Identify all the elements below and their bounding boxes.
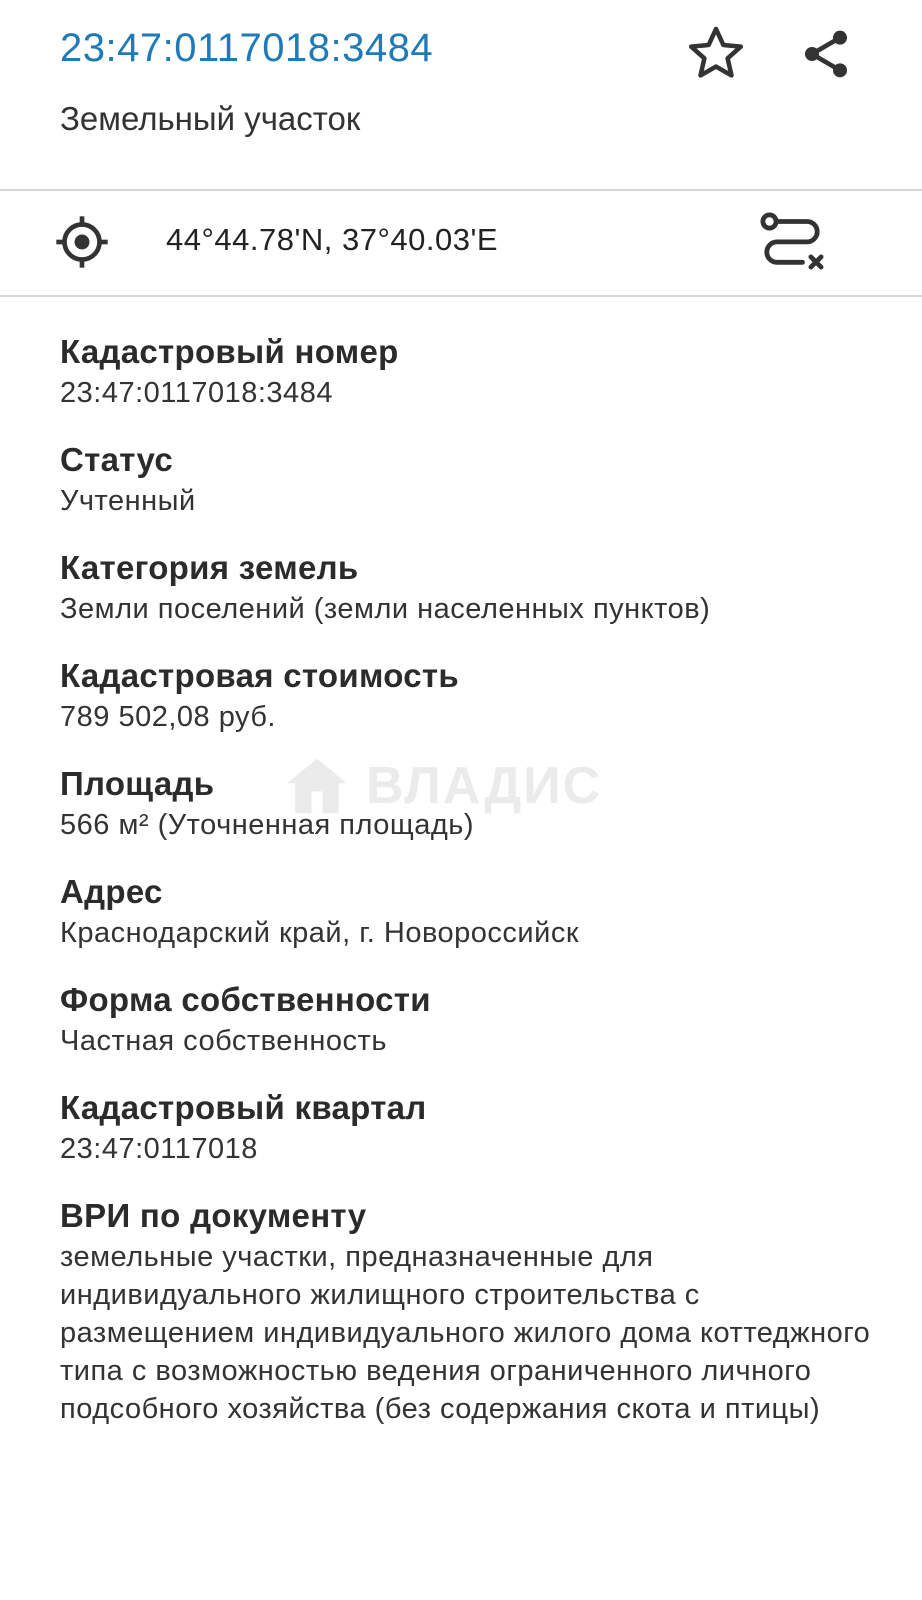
property-value: земельные участки, предназначенные для индивидуального жилищного строительства с размещением индивидуального жилого дома коттеджного типа с возможностью ведения ограниченного личного подсобного хозяйства (без содержания скота и птицы) xyxy=(60,1241,871,1425)
coordinates-divider xyxy=(0,295,922,297)
route-remove-icon xyxy=(756,208,828,280)
property-value: Краснодарский край, г. Новороссийск xyxy=(60,917,580,949)
property-land-category xyxy=(60,546,880,628)
property-label: Кадастровый номер xyxy=(60,333,399,370)
property-value: Учтенный xyxy=(60,485,196,517)
route-button[interactable] xyxy=(756,208,828,280)
property-status xyxy=(60,438,880,520)
property-value: 789 502,08 руб. xyxy=(60,701,276,733)
property-label: Адрес xyxy=(60,873,163,910)
property-list xyxy=(60,330,880,1454)
property-area xyxy=(60,762,880,844)
property-cadastral-number xyxy=(60,330,880,412)
watermark-text: ВЛАДИС xyxy=(366,757,603,815)
share-button[interactable] xyxy=(792,20,860,88)
property-label: Площадь xyxy=(60,765,215,802)
star-outline-icon xyxy=(684,22,748,86)
property-label: Статус xyxy=(60,441,174,478)
property-address xyxy=(60,870,880,952)
property-label: Категория земель xyxy=(60,549,359,586)
header xyxy=(0,0,922,190)
coordinates-row xyxy=(0,192,922,296)
favorite-button[interactable] xyxy=(682,20,750,88)
property-label: Кадастровый квартал xyxy=(60,1089,427,1126)
property-value: 566 м² (Уточненная площадь) xyxy=(60,809,475,841)
property-permitted-use xyxy=(60,1194,880,1428)
object-type-label: Земельный участок xyxy=(60,100,361,137)
property-cadastral-quarter xyxy=(60,1086,880,1168)
cadastral-number-title[interactable]: 23:47:0117018:3484 xyxy=(60,26,434,70)
target-crosshair-icon xyxy=(54,214,110,270)
coordinates-text[interactable]: 44°44.78'N, 37°40.03'E xyxy=(166,222,499,257)
property-value: 23:47:0117018:3484 xyxy=(60,377,333,409)
property-ownership xyxy=(60,978,880,1060)
property-label: Форма собственности xyxy=(60,981,431,1018)
header-divider xyxy=(0,189,922,191)
property-value: 23:47:0117018 xyxy=(60,1133,258,1165)
share-icon xyxy=(798,26,854,82)
property-label: ВРИ по документу xyxy=(60,1197,367,1234)
property-value: Земли поселений (земли населенных пунктов) xyxy=(60,593,711,625)
property-label: Кадастровая стоимость xyxy=(60,657,459,694)
property-cadastral-value xyxy=(60,654,880,736)
property-value: Частная собственность xyxy=(60,1025,387,1057)
